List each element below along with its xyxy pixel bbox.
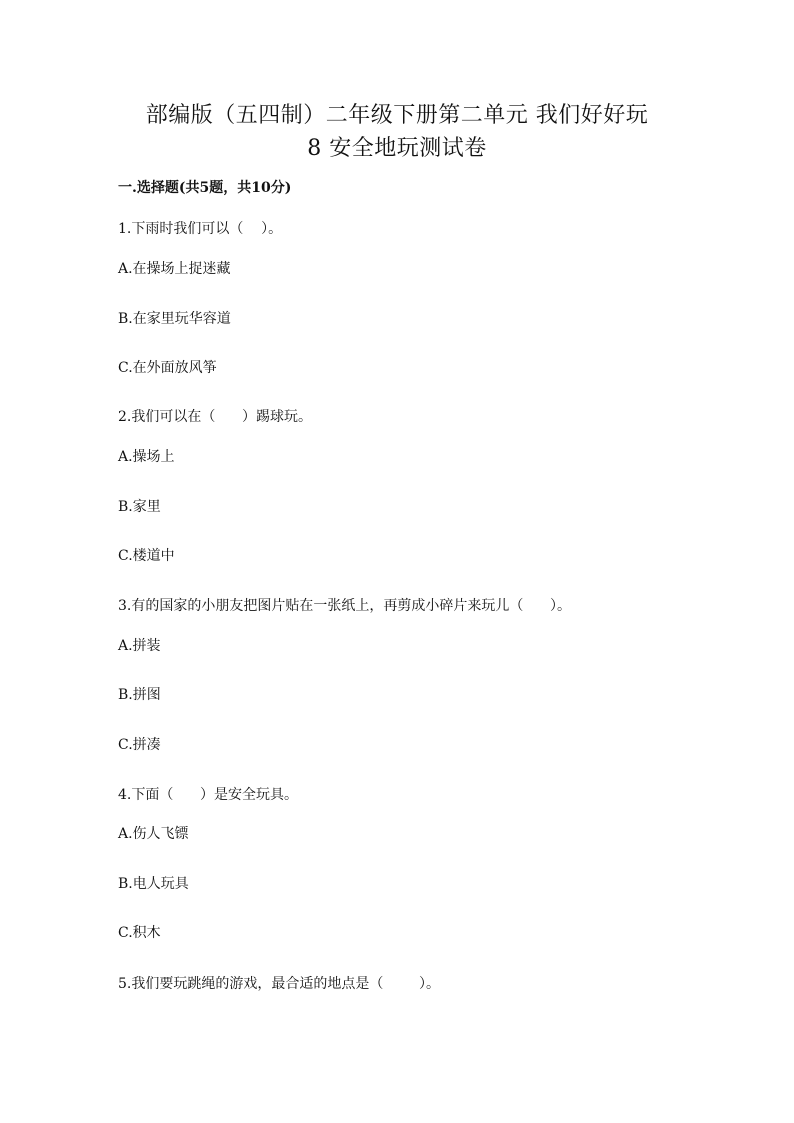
- answer-option: C.楼道中: [118, 548, 175, 564]
- answer-option: A.拼装: [118, 638, 161, 654]
- question-stem: 3.有的国家的小朋友把图片贴在一张纸上，再剪成小碎片来玩儿（ ）。: [118, 598, 572, 614]
- answer-option: B.拼图: [118, 687, 161, 703]
- answer-option: C.在外面放风筝: [118, 360, 217, 376]
- answer-option: C.拼凑: [118, 737, 161, 753]
- page-subtitle: 8 安全地玩测试卷: [307, 136, 487, 161]
- answer-option: A.伤人飞镖: [118, 826, 189, 842]
- section-heading: 一.选择题(共5题，共10分): [118, 180, 292, 196]
- question-stem: 5.我们要玩跳绳的游戏，最合适的地点是（ ）。: [118, 976, 440, 992]
- question-stem: 2.我们可以在（ ）踢球玩。: [118, 409, 313, 425]
- answer-option: A.在操场上捉迷藏: [118, 261, 231, 277]
- question-stem: 4.下面（ ）是安全玩具。: [118, 787, 299, 803]
- answer-option: B.家里: [118, 499, 161, 515]
- question-stem: 1.下雨时我们可以（ ）。: [118, 221, 283, 237]
- answer-option: B.电人玩具: [118, 876, 189, 892]
- page-title: 部编版（五四制）二年级下册第二单元 我们好好玩: [145, 103, 649, 128]
- answer-option: B.在家里玩华容道: [118, 311, 231, 327]
- answer-option: C.积木: [118, 925, 161, 941]
- answer-option: A.操场上: [118, 449, 175, 465]
